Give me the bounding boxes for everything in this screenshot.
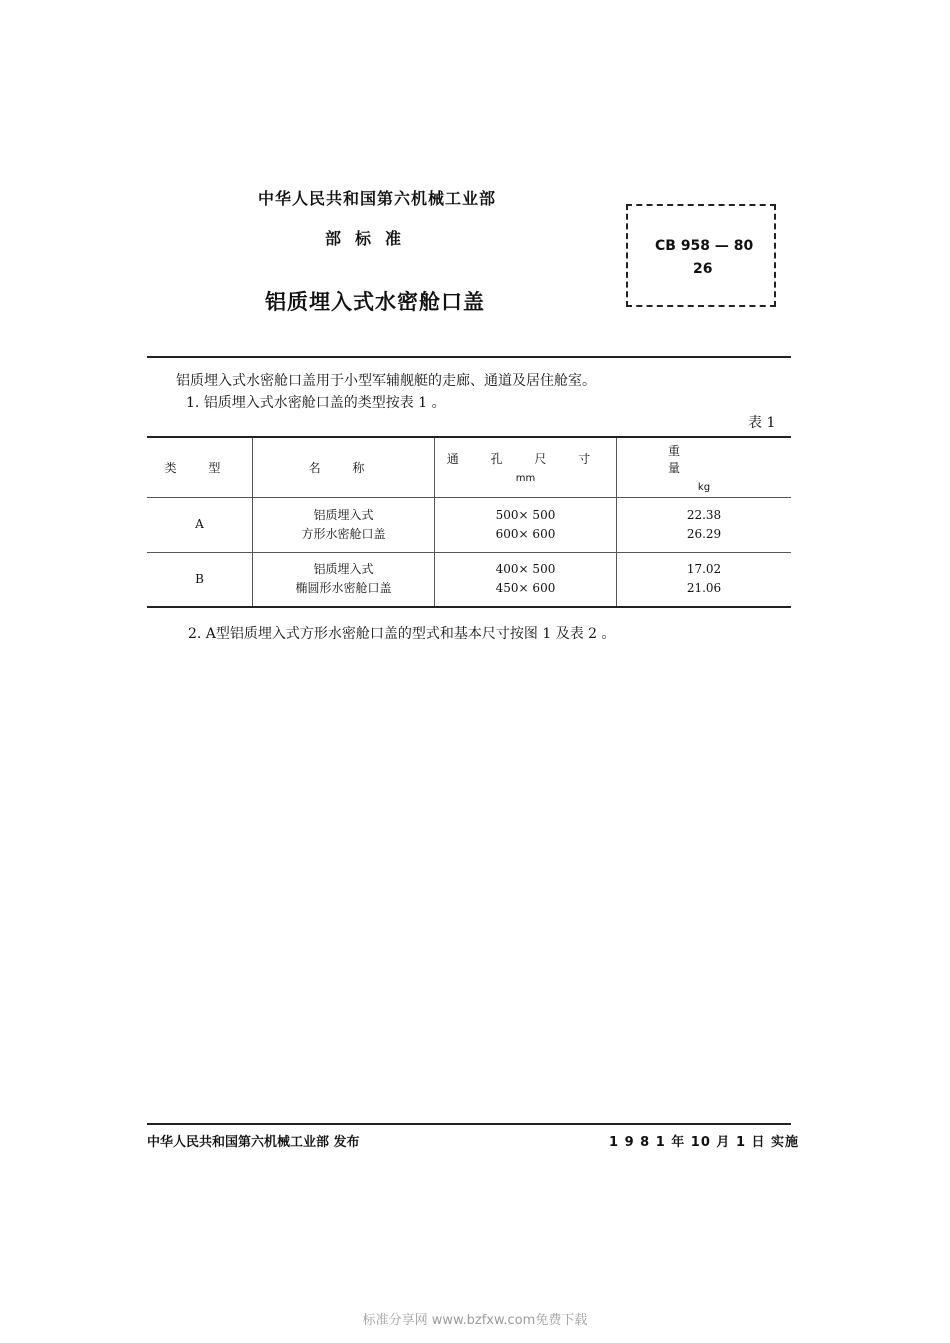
cell-name: 铝质埋入式 椭圆形水密舱口盖	[253, 552, 435, 607]
header-weight: 重 量 kg	[617, 437, 792, 497]
standard-type: 部标准	[325, 229, 416, 248]
top-divider	[147, 356, 791, 358]
cell-weight: 22.38 26.29	[617, 497, 792, 552]
publisher: 中华人民共和国第六机械工业部 发布	[147, 1135, 360, 1150]
document-title: 铝质埋入式水密舱口盖	[265, 290, 485, 314]
clause-1: 1. 铝质埋入式水密舱口盖的类型按表 1 。	[186, 395, 446, 411]
hatch-type-table	[147, 436, 791, 608]
cell-name: 铝质埋入式 方形水密舱口盖	[253, 497, 435, 552]
standard-code-number: 26	[693, 261, 713, 277]
standard-code-box	[626, 204, 776, 307]
watermark: 标准分享网 www.bzfxw.com免费下载	[362, 1313, 588, 1328]
intro-paragraph: 铝质埋入式水密舱口盖用于小型军辅舰艇的走廊、通道及居住舱室。	[176, 373, 596, 389]
table-row	[147, 552, 791, 607]
weight-unit: kg	[697, 481, 711, 493]
header-name: 名 称	[253, 437, 435, 497]
header-size: 通 孔 尺 寸 mm	[435, 437, 617, 497]
cell-type: A	[147, 497, 253, 552]
header-type: 类 型	[147, 437, 253, 497]
cell-weight: 17.02 21.06	[617, 552, 792, 607]
standard-code: CB 958 — 80	[655, 238, 754, 254]
clause-2: 2. A型铝质埋入式方形水密舱口盖的型式和基本尺寸按图 1 及表 2 。	[188, 626, 616, 642]
table-row	[147, 497, 791, 552]
cell-size: 400× 500 450× 600	[435, 552, 617, 607]
size-unit: mm	[515, 473, 536, 485]
table-header-row	[147, 437, 791, 497]
cell-size: 500× 500 600× 600	[435, 497, 617, 552]
table-label: 表 1	[748, 415, 776, 431]
effective-date: 1 9 8 1 年 10 月 1 日 实施	[609, 1135, 800, 1150]
ministry-name: 中华人民共和国第六机械工业部	[258, 189, 497, 208]
cell-type: B	[147, 552, 253, 607]
bottom-divider	[147, 1123, 791, 1125]
